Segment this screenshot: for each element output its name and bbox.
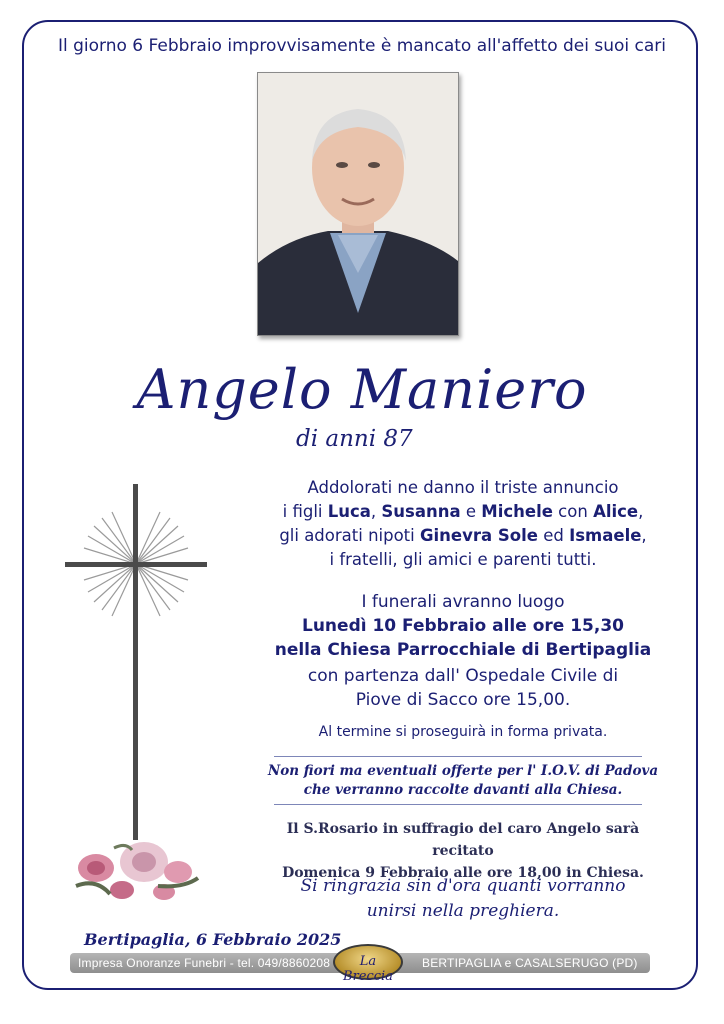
announcement-line-1: Addolorati ne danno il triste annuncio [307,478,619,497]
donation-line-2: che verranno raccolte davanti alla Chiesa. [303,782,623,798]
announcement [258,476,668,572]
in-law-name: Alice [593,502,639,521]
announcement-line-2: i figli Luca, Susanna e Michele con Alice, [282,502,644,521]
private-note: Al termine si proseguirà in forma privata. [318,724,608,740]
intro-text: Il giorno 6 Febbraio improvvisamente è mancato all'affetto dei suoi cari [57,36,667,56]
deceased-age: di anni 87 [296,426,413,452]
funeral-date: Lunedì 10 Febbraio alle ore 15,30 [302,616,624,636]
donation-line-1: Non fiori ma eventuali offerte per l' I.O.V. di Padova [267,763,659,779]
grandchild-name: Ismaele [569,526,642,545]
funeral-church: nella Chiesa Parrocchiale di Bertipaglia [274,640,652,660]
rosary-line-1: Il S.Rosario in suffragio del caro Angelo sarà recitato [286,821,640,859]
child-name: Michele [481,502,553,521]
rosary-line-2: Domenica 9 Febbraio alle ore 18,00 in Chiesa. [282,865,644,881]
place-date: Bertipaglia, 6 Febbraio 2025 [84,930,342,949]
divider-bottom [274,804,642,805]
funeral-departure [258,664,668,712]
logo-text: La Breccia [343,954,393,984]
departure-line-1: con partenza dall' Ospedale Civile di [307,666,619,686]
funeral-home-location: BERTIPAGLIA e CASALSERUGO (PD) [422,956,638,970]
departure-line-2: Piove di Sacco ore 15,00. [355,690,571,710]
funeral-home-contact: Impresa Onoranze Funebri - tel. 049/8860208 [78,956,331,970]
divider-top [274,756,642,757]
flower-bouquet-icon [66,828,206,908]
grandchild-name: Ginevra Sole [419,526,538,545]
thanks-line-1: Si ringrazia sin d'ora quanti vorranno [300,876,626,896]
child-name: Luca [327,502,371,521]
funeral-details [258,614,668,662]
announcement-line-3: gli adorati nipoti Ginevra Sole ed Ismaele, [279,526,647,545]
donation-note [258,762,668,800]
thanks-note [258,874,668,924]
child-name: Susanna [381,502,461,521]
funeral-intro: I funerali avranno luogo [361,592,565,612]
announcement-line-4: i fratelli, gli amici e parenti tutti. [329,550,597,569]
thanks-line-2: unirsi nella preghiera. [366,901,560,921]
cross-icon [60,480,210,840]
deceased-name: Angelo Maniero [136,358,588,421]
portrait-photo [257,72,459,336]
